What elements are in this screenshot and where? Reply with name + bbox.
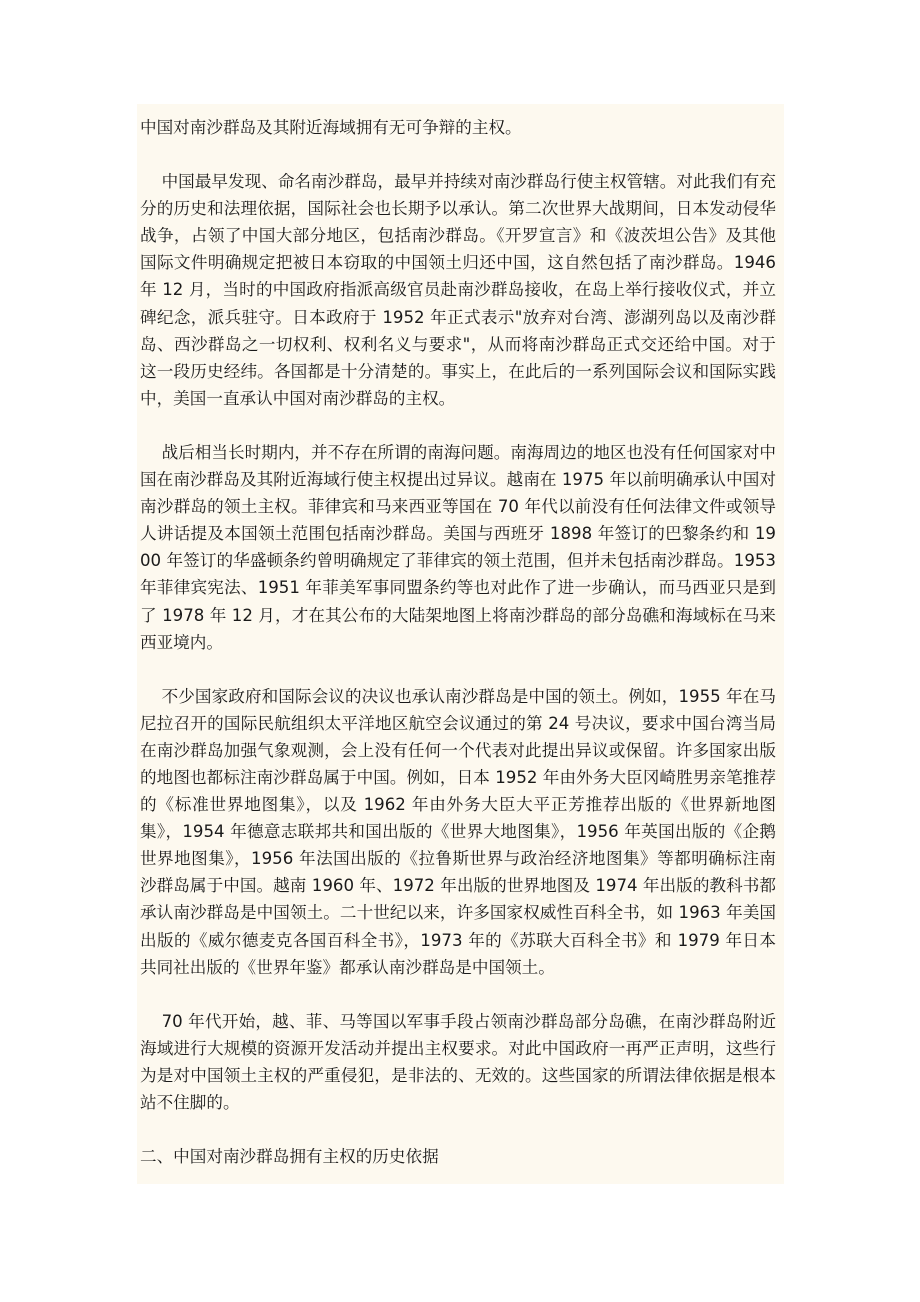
paragraph-3: 不少国家政府和国际会议的决议也承认南沙群岛是中国的领土。例如，1955 年在马尼拉召开的国际民航组织太平洋地区航空会议通过的第 24 号决议，要求中国台湾当局在南沙群岛加强气象观测，会上没有任何一个代表对此提出异议或保留。许多国家出版的地图也都标注南沙群岛属于中国。例如，日本 1952 年由外务大臣冈崎胜男亲笔推荐的《标准世界地图集》，以及 1962 年由外务大臣大平正芳推荐出版的《世界新地图集》，1954 年德意志联邦共和国出版的《世界大地图集》，1956 年英国出版的《企鹅世界地图集》，1956 年法国出版的《拉鲁斯世界与政治经济地图集》等都明确标注南沙群岛属于中国。越南 1960 年、1972 年出版的世界地图及 1974 年出版的教科书都承认南沙群岛是中国领土。二十世纪以来，许多国家权威性百科全书，如 1963 年美国出版的《威尔德麦克各国百科全书》，1973 年的《苏联大百科全书》和 1979 年日本共同社出版的《世界年鉴》都承认南沙群岛是中国领土。 — [140, 686, 776, 977]
paragraph-2: 战后相当长时期内，并不存在所谓的南海问题。南海周边的地区也没有任何国家对中国在南沙群岛及其附近海域行使主权提出过异议。越南在 1975 年以前明确承认中国对南沙群岛的领土主权。菲律宾和马来西亚等国在 70 年代以前没有任何法律文件或领导人讲话提及本国领土范围包括南沙群岛。美国与西班牙 1898 年签订的巴黎条约和 1900 年签订的华盛顿条约曾明确规定了菲律宾的领土范围，但并未包括南沙群岛。1953 年菲律宾宪法、1951 年菲美军事同盟条约等也对此作了进一步确认，而马西亚只是到了 1978 年 12 月，才在其公布的大陆架地图上将南沙群岛的部分岛礁和海域标在马来西亚境内。 — [140, 442, 776, 652]
intro-paragraph: 中国对南沙群岛及其附近海域拥有无可争辩的主权。 — [140, 118, 522, 137]
paragraph-1: 中国最早发现、命名南沙群岛，最早并持续对南沙群岛行使主权管辖。对此我们有充分的历史和法理依据，国际社会也长期予以承认。第二次世界大战期间，日本发动侵华战争，占领了中国大部分地区，包括南沙群岛。《开罗宣言》和《波茨坦公告》及其他国际文件明确规定把被日本窃取的中国领土归还中国，这自然包括了南沙群岛。1946 年 12 月，当时的中国政府指派高级官员赴南沙群岛接收，在岛上举行接收仪式，并立碑纪念，派兵驻守。日本政府于 1952 年正式表示"放弃对台湾、澎湖列岛以及南沙群岛、西沙群岛之一切权利、权利名义与要求"，从而将南沙群岛正式交还给中国。对于这一段历史经纬。各国都是十分清楚的。事实上，在此后的一系列国际会议和国际实践中，美国一直承认中国对南沙群岛的主权。 — [140, 172, 776, 408]
document-body — [137, 104, 784, 1184]
section-heading: 二、中国对南沙群岛拥有主权的历史依据 — [140, 1147, 439, 1167]
paragraph-4: 70 年代开始，越、菲、马等国以军事手段占领南沙群岛部分岛礁，在南沙群岛附近海域进行大规模的资源开发活动并提出主权要求。对此中国政府一再严正声明，这些行为是对中国领土主权的严重侵犯，是非法的、无效的。这些国家的所谓法律依据是根本站不住脚的。 — [140, 1011, 776, 1112]
